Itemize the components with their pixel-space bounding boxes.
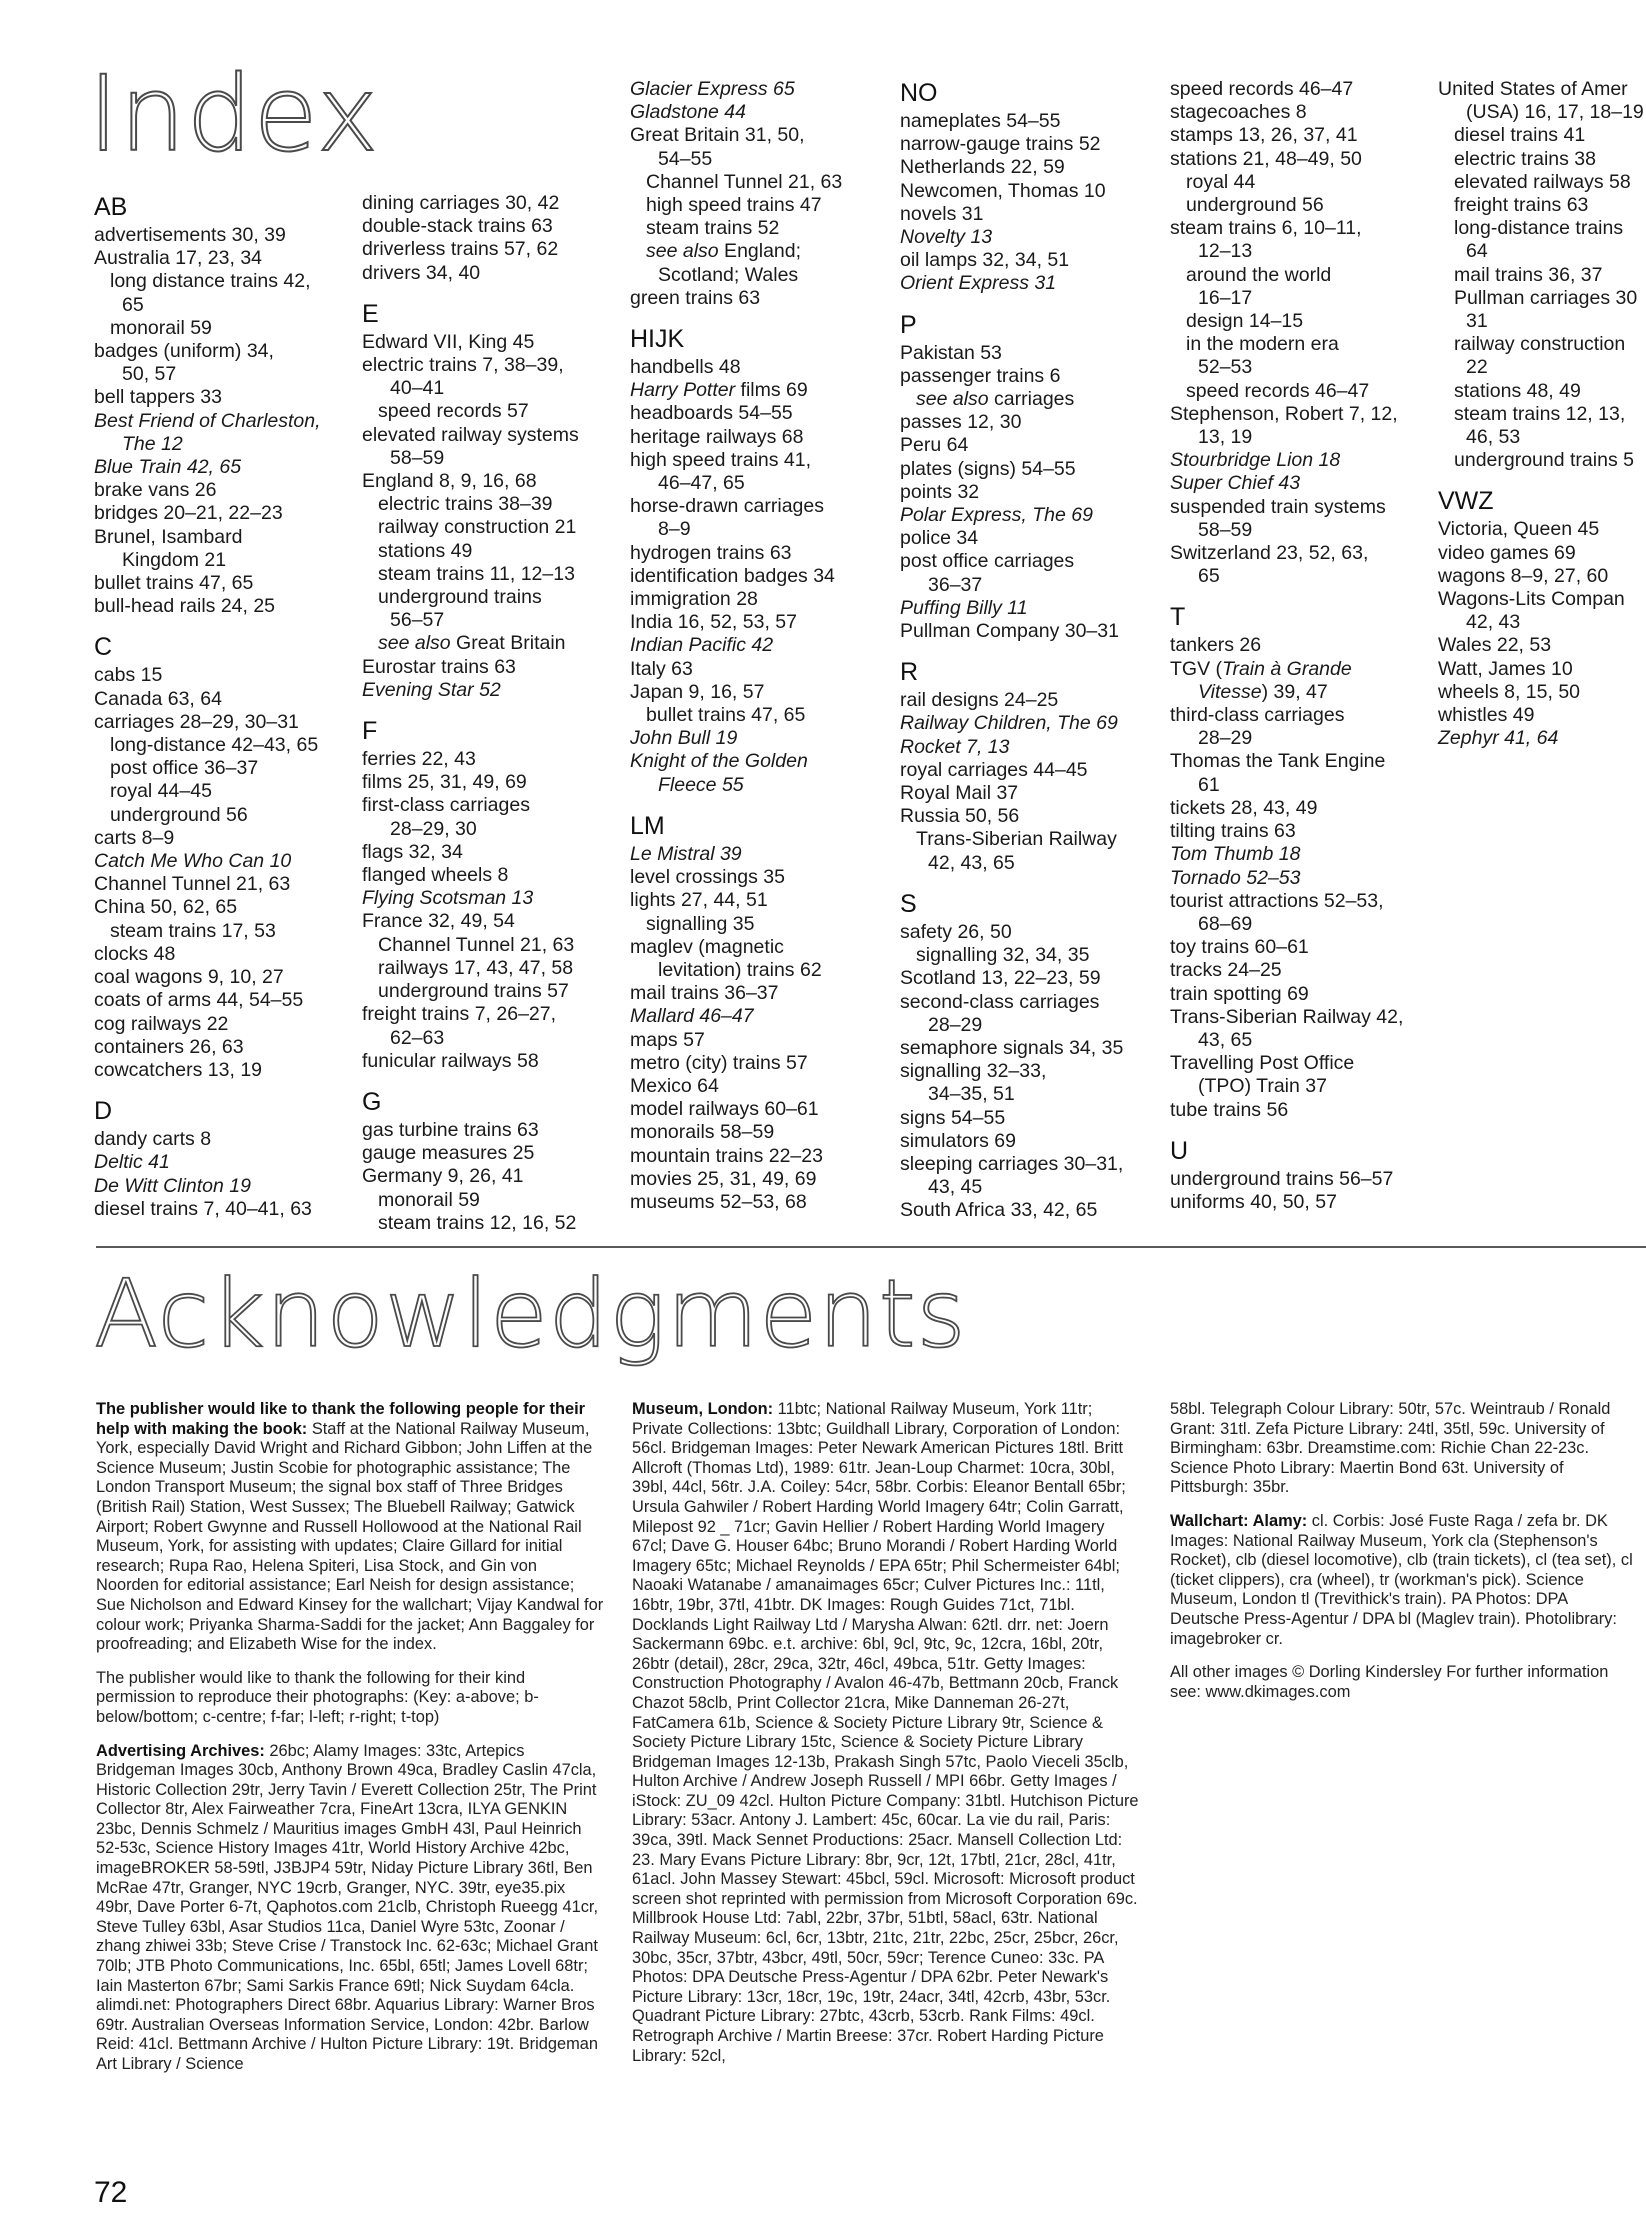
index-entry: 13, 19 bbox=[1198, 426, 1253, 449]
index-group-heading: LM bbox=[630, 811, 665, 840]
index-entry: lights 27, 44, 51 bbox=[630, 889, 768, 912]
index-entry: Tornado 52–53 bbox=[1170, 866, 1301, 889]
index-entry: handbells 48 bbox=[630, 356, 741, 379]
index-entry: mountain trains 22–23 bbox=[630, 1144, 823, 1167]
index-entry: Vitesse) 39, 47 bbox=[1198, 680, 1328, 703]
index-entry: 62–63 bbox=[390, 1026, 445, 1049]
index-entry: China 50, 62, 65 bbox=[94, 896, 238, 919]
index-entry: steam trains 12, 16, 52 bbox=[378, 1211, 577, 1234]
index-entry: Wagons-Lits Compan bbox=[1438, 588, 1625, 611]
index-group bbox=[1438, 486, 1646, 750]
index-entry: 28–29, 30 bbox=[390, 817, 477, 840]
index-entry: oil lamps 32, 34, 51 bbox=[900, 249, 1070, 272]
index-entry: Pullman carriages 30 bbox=[1454, 286, 1638, 309]
index-column bbox=[1438, 78, 1646, 764]
index-entry: level crossings 35 bbox=[630, 866, 785, 889]
index-entry: post office carriages bbox=[900, 550, 1075, 573]
index-entry: Puffing Billy 11 bbox=[900, 596, 1028, 619]
index-entry: Newcomen, Thomas 10 bbox=[900, 179, 1106, 202]
index-entry: cog railways 22 bbox=[94, 1012, 229, 1035]
index-entry: safety 26, 50 bbox=[900, 920, 1012, 943]
index-group bbox=[900, 657, 1162, 875]
index-entry: 50, 57 bbox=[122, 363, 177, 386]
index-entry: speed records 46–47 bbox=[1170, 78, 1354, 100]
index-entry: high speed trains 47 bbox=[646, 194, 822, 217]
acknowledgments-column bbox=[1170, 1400, 1640, 1716]
index-entry: heritage railways 68 bbox=[630, 425, 804, 448]
index-entry: The 12 bbox=[122, 432, 183, 455]
index-group bbox=[362, 716, 624, 1073]
index-entry: long-distance 42–43, 65 bbox=[110, 734, 319, 757]
index-entry: mail trains 36–37 bbox=[630, 982, 779, 1005]
index-entry: freight trains 7, 26–27, bbox=[362, 1003, 557, 1026]
index-group-heading: U bbox=[1170, 1136, 1189, 1165]
index-entry: Great Britain 31, 50, bbox=[630, 124, 805, 147]
index-entry: Gladstone 44 bbox=[630, 101, 747, 124]
index-entry: elevated railway systems bbox=[362, 423, 579, 446]
index-entry: 46, 53 bbox=[1466, 426, 1521, 449]
index-entry: 58–59 bbox=[1198, 518, 1253, 541]
index-entry: Japan 9, 16, 57 bbox=[630, 680, 765, 703]
index-entry: TGV (Train à Grande bbox=[1170, 657, 1352, 680]
index-entry: clocks 48 bbox=[94, 942, 176, 965]
index-column bbox=[1170, 78, 1432, 1228]
index-entry: levitation) trains 62 bbox=[658, 958, 822, 981]
index-entry: Trans-Siberian Railway bbox=[916, 828, 1117, 851]
index-entry: speed records 46–47 bbox=[1186, 379, 1370, 402]
index-entry: flags 32, 34 bbox=[362, 840, 463, 863]
index-entry: royal carriages 44–45 bbox=[900, 758, 1088, 781]
index-entry: 68–69 bbox=[1198, 912, 1253, 935]
index-entry: electric trains 7, 38–39, bbox=[362, 354, 564, 377]
index-entry: Le Mistral 39 bbox=[630, 842, 742, 865]
index-entry: Novelty 13 bbox=[900, 226, 993, 249]
index-entry: 52–53 bbox=[1198, 356, 1253, 379]
acknowledgments-column bbox=[632, 1400, 1140, 2080]
index-entry: 42, 43, 65 bbox=[928, 851, 1015, 874]
index-entry: video games 69 bbox=[1438, 541, 1576, 564]
index-group bbox=[900, 310, 1162, 644]
index-group bbox=[94, 192, 356, 618]
index-entry: brake vans 26 bbox=[94, 479, 217, 502]
index-entry: Switzerland 23, 52, 63, bbox=[1170, 542, 1369, 565]
index-entry: 31 bbox=[1466, 310, 1488, 333]
index-entry: Rocket 7, 13 bbox=[900, 735, 1010, 758]
index-entry: 42, 43 bbox=[1466, 611, 1521, 634]
index-entry: signalling 32, 34, 35 bbox=[916, 944, 1090, 967]
index-entry: Evening Star 52 bbox=[362, 678, 501, 701]
index-entry: dining carriages 30, 42 bbox=[362, 192, 560, 214]
index-entry: (TPO) Train 37 bbox=[1198, 1075, 1327, 1098]
index-entry: Channel Tunnel 21, 63 bbox=[646, 170, 843, 193]
index-entry: diesel trains 7, 40–41, 63 bbox=[94, 1197, 312, 1220]
index-entry: badges (uniform) 34, bbox=[94, 340, 274, 363]
index-entry: gauge measures 25 bbox=[362, 1142, 535, 1165]
index-entry: post office 36–37 bbox=[110, 757, 259, 780]
index-entry: Victoria, Queen 45 bbox=[1438, 518, 1600, 541]
index-entry: Harry Potter films 69 bbox=[630, 379, 808, 402]
index-entry: points 32 bbox=[900, 480, 980, 503]
index-entry: De Witt Clinton 19 bbox=[94, 1174, 251, 1197]
index-group bbox=[362, 192, 624, 285]
index-entry: steam trains 6, 10–11, bbox=[1170, 217, 1362, 240]
index-entry: Thomas the Tank Engine bbox=[1170, 750, 1386, 773]
acknowledgments-paragraph: The publisher would like to thank the following people for their help with making the book: Staff at the National Railway Museum, York, especially David Wright and Richard Gibbon; John Liffen at the Science Museum; Justin Scobie for photographic assistance; The London Transport Museum; the signal box staff of Three Bridges (British Rail) Station, West Sussex; The Bluebell Railway; Gatwick Airport; Robert Gwynne and Russell Hollowood at the National Rail Museum, York, for assisting with updates; Claire Gillard for initial research; Rupa Rao, Helena Spiteri, Lisa Stock, and Gin von Noorden for editorial assistance; Earl Neish for design assistance; Sue Nicholson and Edward Kinsey for the wallchart; Vijay Kandwal for colour work; Priyanka Sharma-Saddi for the jacket; Ann Baggaley for proofreading; and Elizabeth Wise for the index. bbox=[96, 1400, 604, 1654]
index-entry: tilting trains 63 bbox=[1170, 820, 1296, 843]
index-entry: Stephenson, Robert 7, 12, bbox=[1170, 402, 1398, 425]
index-group bbox=[94, 632, 356, 1082]
index-entry: coal wagons 9, 10, 27 bbox=[94, 966, 284, 989]
index-entry: Deltic 41 bbox=[94, 1151, 170, 1174]
index-entry: 16–17 bbox=[1198, 286, 1253, 309]
section-divider bbox=[96, 1246, 1646, 1248]
index-group-heading: NO bbox=[900, 79, 938, 107]
index-entry: steam trains 17, 53 bbox=[110, 919, 276, 942]
index-entry: design 14–15 bbox=[1186, 310, 1304, 333]
index-entry: Knight of the Golden bbox=[630, 750, 808, 773]
index-entry: police 34 bbox=[900, 527, 979, 550]
index-entry: simulators 69 bbox=[900, 1129, 1016, 1152]
index-entry: tracks 24–25 bbox=[1170, 959, 1282, 982]
index-entry: museums 52–53, 68 bbox=[630, 1190, 807, 1213]
index-group-heading: HIJK bbox=[630, 325, 685, 354]
acknowledgments-paragraph: The publisher would like to thank the following for their kind permission to reproduce their photographs: (Key: a-above; b-below/bottom; c-centre; f-far; l-left; r-right; t-top) bbox=[96, 1668, 539, 1726]
index-entry: tube trains 56 bbox=[1170, 1098, 1289, 1121]
index-entry: Indian Pacific 42 bbox=[630, 634, 774, 657]
index-entry: Watt, James 10 bbox=[1438, 657, 1573, 680]
index-entry: in the modern era bbox=[1186, 333, 1339, 356]
index-entry: high speed trains 41, bbox=[630, 448, 812, 471]
index-entry: maglev (magnetic bbox=[630, 935, 784, 958]
index-entry: 46–47, 65 bbox=[658, 472, 745, 495]
acknowledgments-paragraph: Advertising Archives: 26bc; Alamy Images: 33tc, Artepics Bridgeman Images 30cb, Anthony Brown 49ca, Bradley Caslin 47cla, Historic Collection 29tr, Jerry Tavin / Everett Collection 25tr, The Print Collector 8tr, Alex Fairweather 7cra, FineArt 13cra, ILYA GENKIN 23bc, Dennis Schmelz / Mauritius images GmbH 43l, Paul Heinrich 52-53c, Science History Images 41tr, World History Archive 42bc, imageBROKER 58-59tl, J3BJP4 59tr, Niday Picture Library 36tl, Ben McRae 47tr, Granger, NYC 19crb, Granger, NYC. 39tr, eye35.pix 49br, Dave Porter 6-7t, Qaphotos.com 21clb, Christoph Rueegg 41cr, Steve Tulley 63bl, Asar Studios 11ca, Daniel Wyre 53tc, Zoonar / zhang zhiwei 33b; Steve Crise / Transtock Inc. 62-63c; Michael Grant 70lb; JTB Photo Communications, Inc. 65bl, 65tl; James Lovell 68tr; Iain Masterton 67br; Sami Sarkis France 69tl; Nick Suydam 64cla. alimdi.net: Photographers Direct 68br. Aquarius Library: Warner Bros 69tr. Australian Overseas Information Service, London: 42br. Barlow Reid: 41cl. Bettmann Archive / Hulton Picture Library: 19t. Bridgeman Art Library / Science bbox=[96, 1741, 599, 2073]
index-entry: underground trains 5 bbox=[1454, 449, 1634, 472]
index-entry: Zephyr 41, 64 bbox=[1438, 727, 1559, 750]
index-entry: diesel trains 41 bbox=[1454, 124, 1586, 147]
index-group-heading: R bbox=[900, 658, 919, 687]
index-entry: England 8, 9, 16, 68 bbox=[362, 470, 537, 493]
index-entry: steam trains 52 bbox=[646, 217, 780, 240]
index-entry: France 32, 49, 54 bbox=[362, 910, 515, 933]
index-entry: long distance trains 42, bbox=[110, 270, 311, 293]
index-column bbox=[362, 192, 624, 1249]
index-entry: Mexico 64 bbox=[630, 1074, 719, 1097]
index-entry: tankers 26 bbox=[1170, 634, 1262, 657]
index-entry: Flying Scotsman 13 bbox=[362, 887, 534, 910]
index-entry: Trans-Siberian Railway 42, bbox=[1170, 1005, 1404, 1028]
index-entry: see also England; bbox=[646, 240, 802, 263]
index-entry: first-class carriages bbox=[362, 794, 530, 817]
index-entry: semaphore signals 34, 35 bbox=[900, 1036, 1124, 1059]
index-entry: bridges 20–21, 22–23 bbox=[94, 502, 283, 525]
index-entry: 58–59 bbox=[390, 446, 445, 469]
index-entry: speed records 57 bbox=[378, 400, 529, 423]
index-entry: Russia 50, 56 bbox=[900, 805, 1020, 828]
index-entry: stations 49 bbox=[378, 539, 473, 562]
index-entry: electric trains 38–39 bbox=[378, 493, 553, 516]
index-entry: wagons 8–9, 27, 60 bbox=[1438, 564, 1609, 587]
index-entry: Australia 17, 23, 34 bbox=[94, 247, 263, 270]
index-entry: coats of arms 44, 54–55 bbox=[94, 989, 304, 1012]
index-group bbox=[94, 1096, 356, 1221]
index-entry: underground trains 57 bbox=[378, 980, 569, 1003]
index-entry: headboards 54–55 bbox=[630, 402, 793, 425]
index-entry: 36–37 bbox=[928, 573, 983, 596]
index-entry: Edward VII, King 45 bbox=[362, 330, 535, 353]
index-entry: Best Friend of Charleston, bbox=[94, 409, 321, 432]
index-entry: hydrogen trains 63 bbox=[630, 541, 792, 564]
index-entry: containers 26, 63 bbox=[94, 1035, 244, 1058]
index-entry: green trains 63 bbox=[630, 286, 761, 309]
index-entry: see also Great Britain bbox=[378, 632, 566, 655]
index-entry: Super Chief 43 bbox=[1170, 472, 1301, 495]
index-entry: see also carriages bbox=[916, 388, 1075, 411]
index-entry: novels 31 bbox=[900, 202, 984, 225]
index-entry: underground trains bbox=[378, 586, 542, 609]
index-entry: Pullman Company 30–31 bbox=[900, 620, 1119, 643]
acknowledgments-paragraph: All other images © Dorling Kindersley For further information see: www.dkimages.com bbox=[1170, 1663, 1609, 1701]
index-entry: Kingdom 21 bbox=[122, 548, 227, 571]
index-entry: India 16, 52, 53, 57 bbox=[630, 611, 797, 634]
index-entry: Mallard 46–47 bbox=[630, 1005, 754, 1028]
index-entry: advertisements 30, 39 bbox=[94, 224, 286, 246]
index-entry: uniforms 40, 50, 57 bbox=[1170, 1190, 1337, 1213]
index-entry: steam trains 11, 12–13 bbox=[378, 562, 575, 585]
index-entry: South Africa 33, 42, 65 bbox=[900, 1199, 1098, 1222]
index-entry: royal 44 bbox=[1186, 170, 1256, 193]
index-entry: bell tappers 33 bbox=[94, 386, 222, 409]
index-title: Index bbox=[88, 53, 380, 175]
index-entry: railway construction 21 bbox=[378, 516, 577, 539]
index-entry: suspended train systems bbox=[1170, 495, 1386, 518]
index-entry: cowcatchers 13, 19 bbox=[94, 1058, 263, 1081]
index-entry: Glacier Express 65 bbox=[630, 78, 795, 100]
index-entry: stations 48, 49 bbox=[1454, 379, 1581, 402]
index-entry: Wales 22, 53 bbox=[1438, 634, 1552, 657]
index-group bbox=[900, 889, 1162, 1223]
index-entry: passes 12, 30 bbox=[900, 411, 1022, 434]
index-entry: Brunel, Isambard bbox=[94, 525, 243, 548]
index-entry: films 25, 31, 49, 69 bbox=[362, 771, 527, 794]
index-entry: mail trains 36, 37 bbox=[1454, 263, 1603, 286]
index-entry: signs 54–55 bbox=[900, 1106, 1006, 1129]
index-entry: wheels 8, 15, 50 bbox=[1438, 680, 1581, 703]
acknowledgments-paragraph: 58bl. Telegraph Colour Library: 50tr, 57c. Weintraub / Ronald Grant: 31tl. Zefa Picture Library: 24tl, 35tl, 59c. University of Birmingham: 63br. Dreamstime.com: Richie Chan 22-23c. Science Photo Library: Maertin Bond 63t. University of Pittsburgh: 35br. bbox=[1170, 1400, 1611, 1497]
page-number: 72 bbox=[94, 2176, 128, 2209]
index-entry: nameplates 54–55 bbox=[900, 110, 1061, 132]
index-group bbox=[1170, 78, 1432, 588]
acknowledgments-paragraph: Museum, London: 11btc; National Railway Museum, York 11tr; Private Collections: 13btc; Guildhall Library, Corporation of London: 56cl. Bridgeman Images: Peter Newark American Pictures 18tl. Britt Allcroft (Thomas Ltd), 1989: 61tr. Jean-Loup Charmet: 10cra, 30bl, 39bl, 44cl, 56tr. J.A. Coiley: 54cr, 58br. Corbis: Eleanor Bentall 65br; Ursula Gahwiler / Robert Harding World Imagery 64tr; Colin Garratt, Milepost 92 _ 71cr; Gavin Hellier / Robert Harding World Imagery 67cl; Dave G. Houser 64bc; Bruno Morandi / Robert Harding World Imagery 65tc; Michael Reynolds / EPA 65tr; Phil Schermeister 64bl; Naoaki Watanabe / amanaimages 65cr; Culver Pictures Inc.: 11tl, 16btr, 19br, 37tl, 41btr. DK Images: Rough Guides 71ct, 71bl. Docklands Light Railway Ltd / Marysha Alwan: 62tl. drr. net: Joern Sackermann 69bc. e.t. archive: 6bl, 9cl, 9tc, 9c, 12cra, 16bl, 20tr, 26btr (detail), 28cr, 29ca, 32tr, 46cl, 49bca, 51tr. Getty Images: Construction Photography / Avalon 46-47b, Bettmann 20cb, Franck Chazot 58clb, Print Collector 21cra, Mike Danneman 26-27t, FatCamera 61b, Science & Society Picture Library 9tr, Science & Society Picture Library 15tc, Science & Society Picture Library Bridgeman Images 12-13b, Prakash Singh 57tc, Paolo Vieceli 35clb, Hulton Archive / Andrew Joseph Russell / MPI 66br. Getty Images / iStock: ZU_09 42cl. Hulton Picture Company: 31btl. Hutchison Picture Library: 53acr. Antony J. Lambert: 45c, 60car. La vie du rail, Paris: 39ca, 39tl. Mack Sennet Productions: 25acr. Mansell Collection Ltd: 23. Mary Evans Picture Library: 8br, 9cr, 12t, 17btl, 21cr, 28cl, 41tr, 61acl. John Massey Stewart: 45bcl, 59cl. Microsoft: Microsoft product screen shot reprinted with permission from Microsoft Corporation 69c. Millbrook House Ltd: 7abl, 22br, 37br, 51btl, 58acl, 63tr. National Railway Museum: 6cl, 6cr, 13btr, 21tc, 21tr, 22bc, 25cr, 25bcr, 26cr, 30bc, 35cr, 37btr, 43bcr, 49tl, 50cr, 59cr; Terence Cuneo: 33c. PA Photos: DPA Deutsche Press-Agentur / DPA 62br. Peter Newark's Picture Library: 13cr, 18cr, 19c, 19tr, 24acr, 34tl, 42crb, 43br, 53cr. Quadrant Picture Library: 27btc, 43crb, 53crb. Rank Films: 49cl. Retrograph Archive / Martin Breese: 37cr. Robert Harding Picture Library: 52cl, bbox=[632, 1400, 1139, 2065]
index-entry: 8–9 bbox=[658, 518, 691, 541]
index-group-heading: S bbox=[900, 889, 917, 918]
index-entry: double-stack trains 63 bbox=[362, 215, 553, 238]
index-entry: Orient Express 31 bbox=[900, 272, 1057, 295]
index-entry: around the world bbox=[1186, 263, 1332, 286]
index-entry: steam trains 12, 13, bbox=[1454, 402, 1626, 425]
index-entry: Channel Tunnel 21, 63 bbox=[94, 873, 291, 896]
index-entry: carriages 28–29, 30–31 bbox=[94, 710, 299, 733]
index-entry: Travelling Post Office bbox=[1170, 1052, 1355, 1075]
index-group bbox=[630, 78, 892, 310]
index-entry: John Bull 19 bbox=[630, 727, 738, 750]
index-entry: stagecoaches 8 bbox=[1170, 101, 1307, 124]
index-entry: 65 bbox=[1198, 565, 1220, 588]
index-entry: tourist attractions 52–53, bbox=[1170, 889, 1384, 912]
index-entry: Netherlands 22, 59 bbox=[900, 156, 1065, 179]
index-entry: signalling 35 bbox=[646, 912, 755, 935]
index-group-heading: E bbox=[362, 299, 379, 328]
index-entry: 12–13 bbox=[1198, 240, 1253, 263]
index-entry: Eurostar trains 63 bbox=[362, 655, 516, 678]
index-entry: monorail 59 bbox=[378, 1188, 480, 1211]
acknowledgments-title: Acknowledgments bbox=[94, 1260, 967, 1369]
index-entry: movies 25, 31, 49, 69 bbox=[630, 1167, 817, 1190]
index-group bbox=[900, 78, 1162, 296]
index-entry: elevated railways 58 bbox=[1454, 170, 1631, 193]
index-group-heading: F bbox=[362, 717, 378, 746]
index-group-heading: AB bbox=[94, 193, 128, 221]
index-group-heading: G bbox=[362, 1087, 382, 1116]
index-entry: 54–55 bbox=[658, 147, 713, 170]
index-entry: 61 bbox=[1198, 773, 1220, 796]
index-entry: stamps 13, 26, 37, 41 bbox=[1170, 124, 1358, 147]
index-column bbox=[900, 78, 1162, 1237]
index-entry: 34–35, 51 bbox=[928, 1083, 1015, 1106]
index-entry: Catch Me Who Can 10 bbox=[94, 850, 292, 873]
index-entry: Stourbridge Lion 18 bbox=[1170, 449, 1341, 472]
index-group-heading: VWZ bbox=[1438, 487, 1494, 516]
index-entry: gas turbine trains 63 bbox=[362, 1118, 539, 1141]
index-entry: sleeping carriages 30–31, bbox=[900, 1152, 1124, 1175]
index-entry: funicular railways 58 bbox=[362, 1049, 539, 1072]
index-entry: stations 21, 48–49, 50 bbox=[1170, 147, 1362, 170]
index-column bbox=[630, 78, 892, 1228]
index-entry: model railways 60–61 bbox=[630, 1098, 819, 1121]
index-entry: passenger trains 6 bbox=[900, 364, 1061, 387]
index-group bbox=[1170, 1136, 1432, 1214]
index-entry: Fleece 55 bbox=[658, 773, 744, 796]
index-entry: bull-head rails 24, 25 bbox=[94, 595, 276, 618]
index-entry: rail designs 24–25 bbox=[900, 689, 1059, 712]
index-entry: 56–57 bbox=[390, 609, 445, 632]
index-entry: monorails 58–59 bbox=[630, 1121, 775, 1144]
index-entry: 28–29 bbox=[1198, 727, 1253, 750]
index-entry: identification badges 34 bbox=[630, 564, 835, 587]
index-entry: tickets 28, 43, 49 bbox=[1170, 796, 1318, 819]
index-entry: driverless trains 57, 62 bbox=[362, 238, 559, 261]
index-entry: second-class carriages bbox=[900, 990, 1100, 1013]
index-entry: 40–41 bbox=[390, 377, 445, 400]
index-group bbox=[362, 299, 624, 702]
index-entry: Italy 63 bbox=[630, 657, 693, 680]
index-group-heading: D bbox=[94, 1097, 113, 1126]
index-entry: narrow-gauge trains 52 bbox=[900, 133, 1101, 156]
index-entry: flanged wheels 8 bbox=[362, 864, 509, 887]
index-group bbox=[630, 324, 892, 797]
index-group bbox=[1438, 78, 1646, 472]
index-group bbox=[362, 1087, 624, 1235]
index-entry: royal 44–45 bbox=[110, 780, 212, 803]
index-entry: 22 bbox=[1466, 356, 1488, 379]
index-entry: electric trains 38 bbox=[1454, 147, 1596, 170]
index-group-heading: P bbox=[900, 310, 917, 339]
index-entry: dandy carts 8 bbox=[94, 1128, 212, 1151]
index-entry: railway construction bbox=[1454, 333, 1626, 356]
index-entry: underground trains 56–57 bbox=[1170, 1167, 1394, 1190]
index-group-heading: C bbox=[94, 633, 113, 662]
index-entry: Germany 9, 26, 41 bbox=[362, 1165, 524, 1188]
index-entry: drivers 34, 40 bbox=[362, 261, 481, 284]
index-entry: 65 bbox=[122, 293, 144, 316]
index-entry: metro (city) trains 57 bbox=[630, 1051, 808, 1074]
index-entry: freight trains 63 bbox=[1454, 194, 1589, 217]
index-entry: Polar Express, The 69 bbox=[900, 504, 1093, 527]
index-entry: whistles 49 bbox=[1438, 704, 1535, 727]
index-entry: monorail 59 bbox=[110, 316, 212, 339]
index-entry: bullet trains 47, 65 bbox=[94, 572, 254, 595]
index-entry: 43, 45 bbox=[928, 1176, 983, 1199]
index-entry: Tom Thumb 18 bbox=[1170, 843, 1301, 866]
index-entry: Scotland 13, 22–23, 59 bbox=[900, 967, 1101, 990]
index-entry: Channel Tunnel 21, 63 bbox=[378, 933, 575, 956]
acknowledgments-paragraph: Wallchart: Alamy: cl. Corbis: José Fuste Raga / zefa br. DK Images: National Railway Museum, York cla (Stephenson's Rocket), clb (diesel locomotive), clb (train tickets), cl (tea set), cl (ticket clippers), cra (wheel), tr (workman's pick). Science Museum, London tl (Trevithick's train). PA Photos: DPA Deutsche Press-Agentur / DPA bl (Maglev train). Photolibrary: imagebroker cr. bbox=[1170, 1511, 1633, 1648]
index-entry: Scotland; Wales bbox=[658, 263, 799, 286]
index-entry: long-distance trains bbox=[1454, 217, 1624, 240]
index-entry: (USA) 16, 17, 18–19 bbox=[1466, 101, 1644, 124]
index-entry: third-class carriages bbox=[1170, 704, 1345, 727]
index-entry: Canada 63, 64 bbox=[94, 687, 222, 710]
index-entry: signalling 32–33, bbox=[900, 1060, 1047, 1083]
index-group bbox=[1170, 602, 1432, 1121]
index-entry: Railway Children, The 69 bbox=[900, 712, 1118, 735]
index-entry: Peru 64 bbox=[900, 434, 969, 457]
index-entry: ferries 22, 43 bbox=[362, 748, 476, 771]
index-entry: 64 bbox=[1466, 240, 1488, 263]
index-entry: horse-drawn carriages bbox=[630, 495, 825, 518]
index-entry: 43, 65 bbox=[1198, 1028, 1253, 1051]
index-entry: train spotting 69 bbox=[1170, 982, 1309, 1005]
index-entry: immigration 28 bbox=[630, 588, 758, 611]
index-entry: underground 56 bbox=[1186, 194, 1324, 217]
index-entry: Pakistan 53 bbox=[900, 341, 1002, 364]
index-group bbox=[630, 811, 892, 1214]
index-entry: toy trains 60–61 bbox=[1170, 936, 1309, 959]
index-entry: cabs 15 bbox=[94, 664, 163, 687]
index-group-heading: T bbox=[1170, 603, 1186, 632]
index-entry: Blue Train 42, 65 bbox=[94, 456, 242, 479]
index-entry: underground 56 bbox=[110, 803, 248, 826]
index-entry: United States of Amer bbox=[1438, 78, 1628, 100]
index-entry: bullet trains 47, 65 bbox=[646, 704, 806, 727]
index-entry: maps 57 bbox=[630, 1028, 705, 1051]
acknowledgments-column bbox=[96, 1400, 604, 2089]
index-entry: carts 8–9 bbox=[94, 826, 175, 849]
index-entry: plates (signs) 54–55 bbox=[900, 457, 1076, 480]
index-entry: Royal Mail 37 bbox=[900, 782, 1019, 805]
index-entry: railways 17, 43, 47, 58 bbox=[378, 956, 574, 979]
index-entry: 28–29 bbox=[928, 1013, 983, 1036]
index-column bbox=[94, 192, 356, 1235]
